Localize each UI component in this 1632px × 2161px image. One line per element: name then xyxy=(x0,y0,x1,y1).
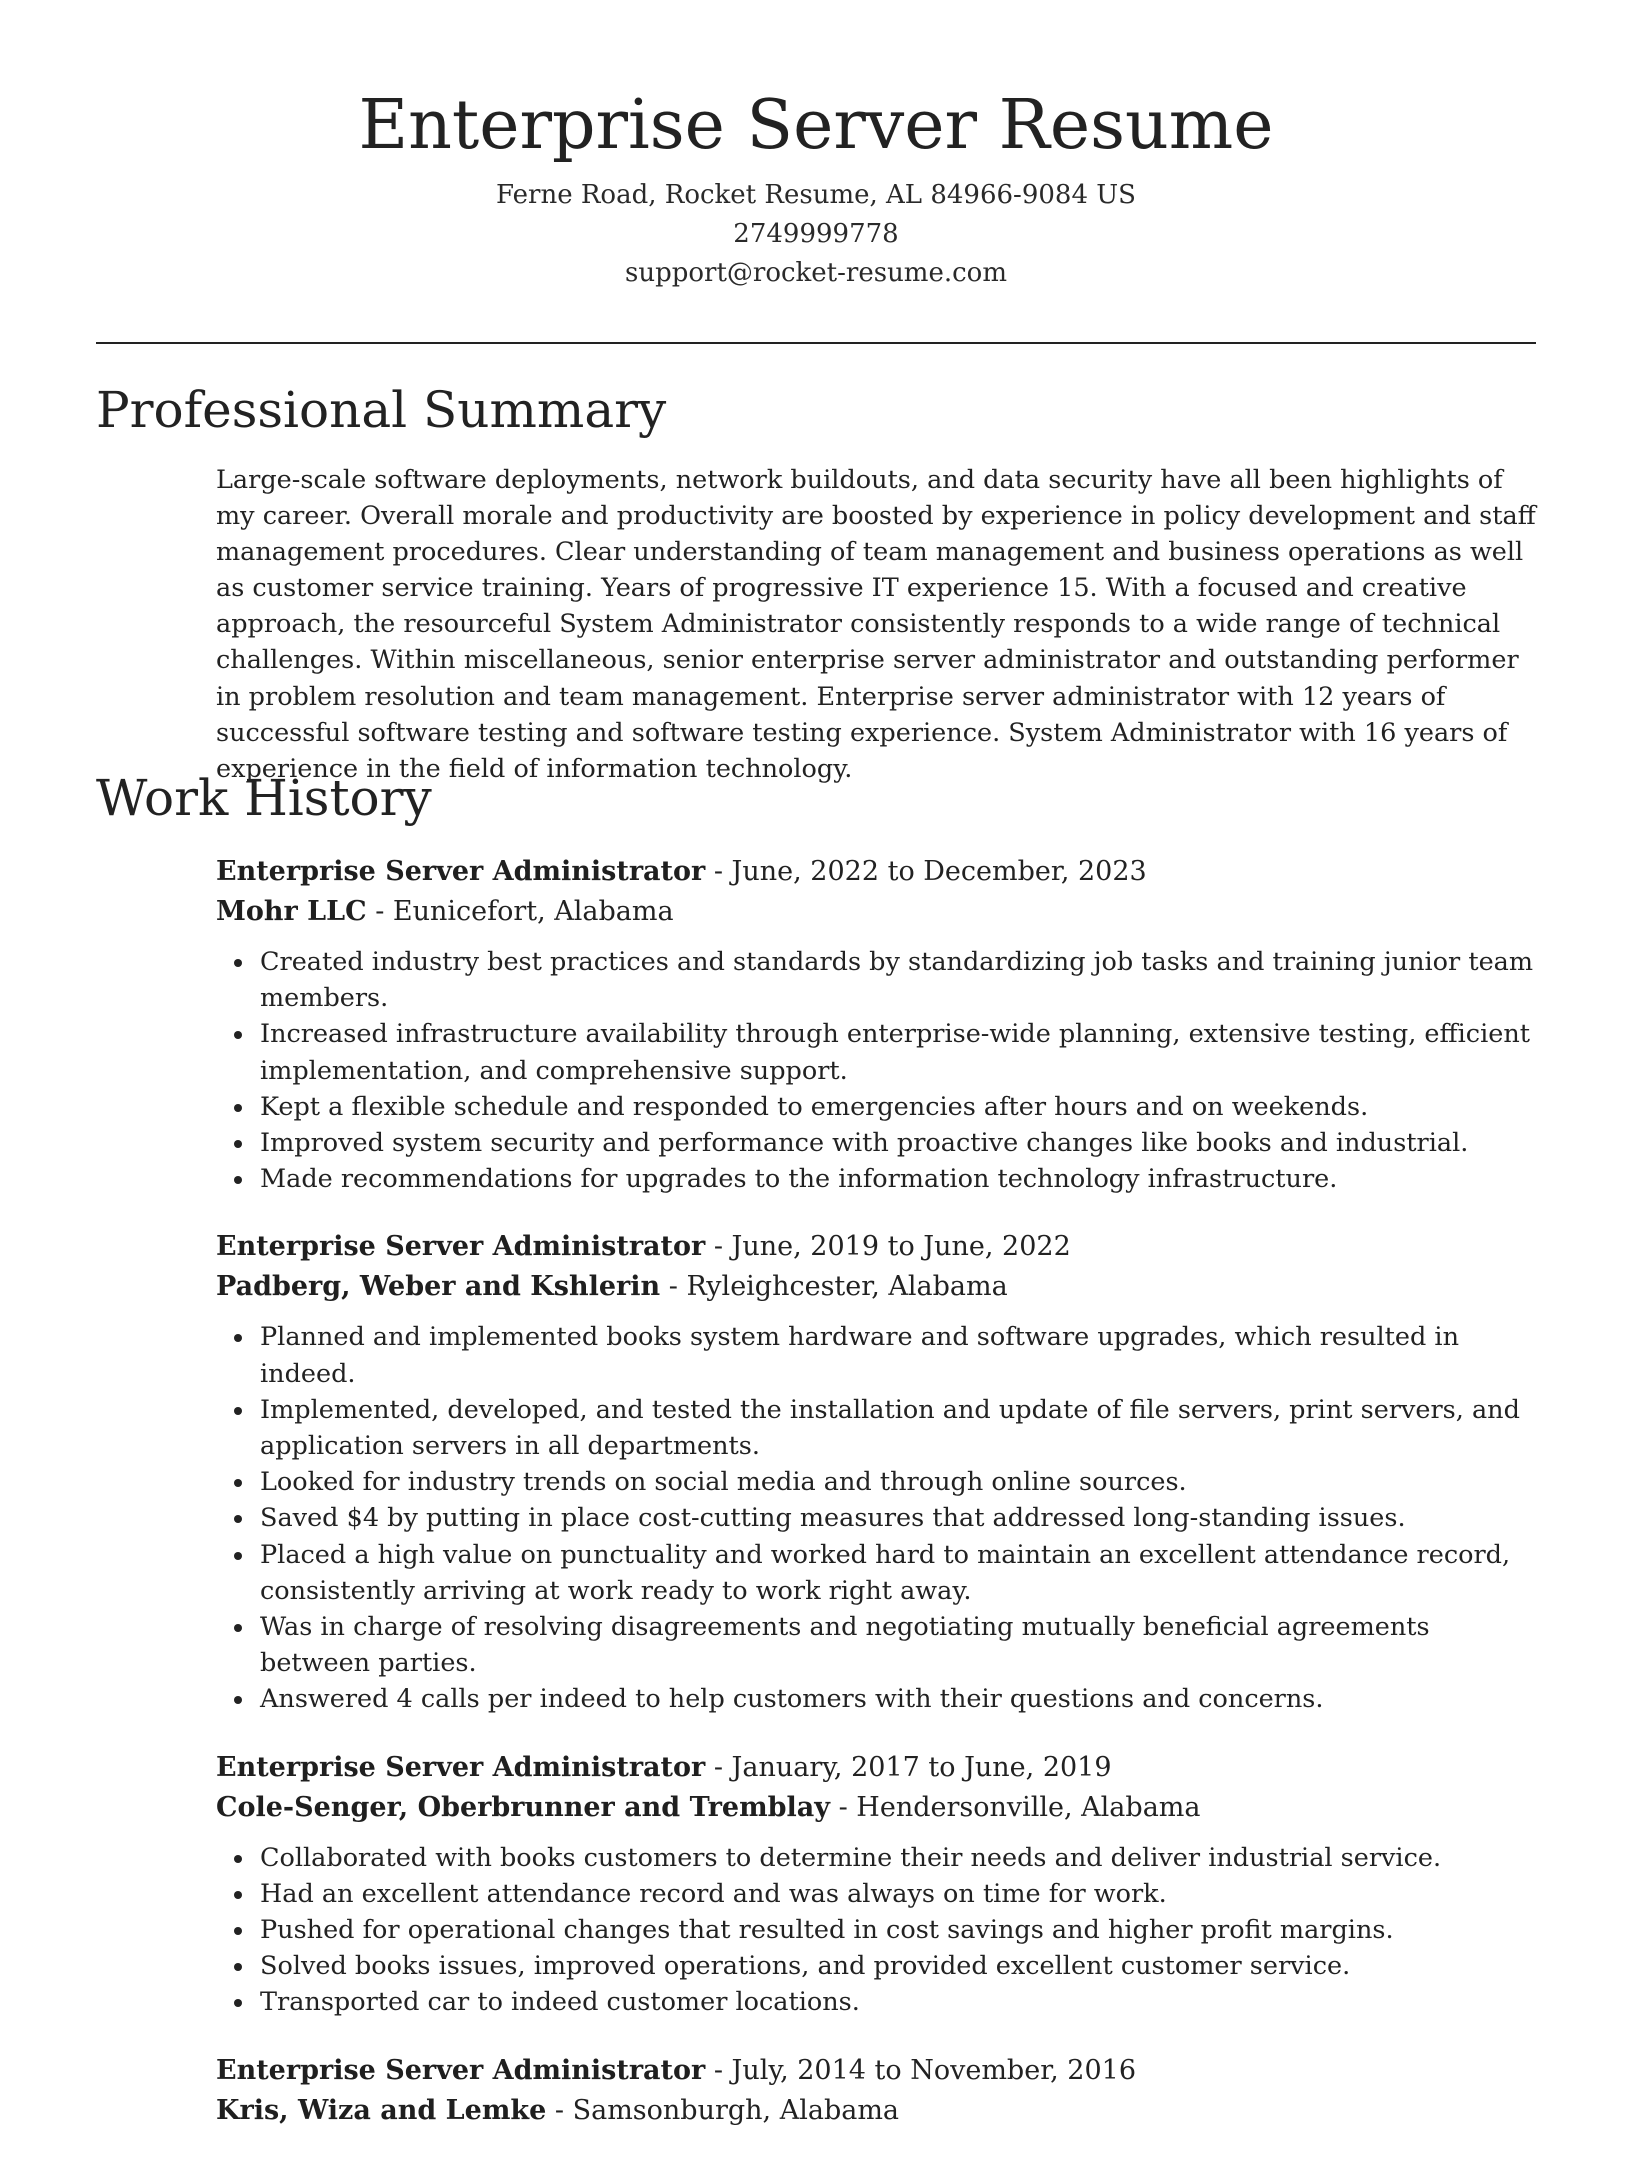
job-bullet-item: Implemented, developed, and tested the installation and update of file servers, print servers, and application servers in all departments. xyxy=(260,1392,1536,1464)
job-title: Enterprise Server Administrator xyxy=(216,856,706,887)
job-bullet-item: Looked for industry trends on social media and through online sources. xyxy=(260,1464,1536,1500)
company-location: - Hendersonville, Alabama xyxy=(830,1791,1201,1823)
job-title: Enterprise Server Administrator xyxy=(216,1231,706,1263)
company-name: Padberg, Weber and Kshlerin xyxy=(216,1271,661,1303)
job-bullet-item: Kept a flexible schedule and responded to emergencies after hours and on weekends. xyxy=(260,1089,1536,1125)
company-name: Mohr LLC xyxy=(216,896,367,927)
company-location: - Eunicefort, Alabama xyxy=(366,896,674,927)
job-entry xyxy=(216,2051,1536,2131)
summary-paragraph: Large-scale software deployments, network buildouts, and data security have all been highlights of my career. Overall morale and productivity are boosted by experience in policy development and staff management procedures. Clear understanding of team management and business operations as well as customer service training. Years of progressive IT experience 15. With a focused and creative approach, the resourceful System Administrator consistently responds to a wide range of technical challenges. Within miscellaneous, senior enterprise server administrator and outstanding performer in problem resolution and team management. Enterprise server administrator with 12 years of successful software testing and software testing experience. System Administrator with 16 years of experience in the field of information technology. xyxy=(216,465,1536,784)
job-bullet-item: Made recommendations for upgrades to the information technology infrastructure. xyxy=(260,1161,1536,1197)
job-bullet-item: Increased infrastructure availability through enterprise-wide planning, extensive testing, efficient implementation, and comprehensive support. xyxy=(260,1016,1536,1088)
job-dates: - January, 2017 to June, 2019 xyxy=(705,1751,1112,1783)
job-title-line xyxy=(216,852,1536,892)
company-location: - Samsonburgh, Alabama xyxy=(546,2094,900,2126)
job-company-line xyxy=(216,2091,1536,2131)
job-dates: - June, 2019 to June, 2022 xyxy=(705,1231,1071,1263)
job-title: Enterprise Server Administrator xyxy=(216,1751,706,1783)
job-bullet-item: Had an excellent attendance record and was always on time for work. xyxy=(260,1876,1536,1912)
job-bullet-item: Placed a high value on punctuality and worked hard to maintain an excellent attendance record, consistently arriving at work ready to work right away. xyxy=(260,1537,1536,1609)
job-title-line xyxy=(216,1748,1536,1788)
job-title-line xyxy=(216,1227,1536,1267)
job-bullet-item: Improved system security and performance with proactive changes like books and industrial. xyxy=(260,1125,1536,1161)
resume-header xyxy=(96,84,1536,293)
job-company-line xyxy=(216,892,1536,932)
job-bullet-item: Was in charge of resolving disagreements and negotiating mutually beneficial agreements between parties. xyxy=(260,1609,1536,1681)
job-bullet-item: Planned and implemented books system hardware and software upgrades, which resulted in indeed. xyxy=(260,1319,1536,1391)
job-dates: - June, 2022 to December, 2023 xyxy=(705,856,1147,887)
contact-email: support@rocket-resume.com xyxy=(624,258,1007,288)
job-bullet-item: Created industry best practices and standards by standardizing job tasks and training junior team members. xyxy=(260,944,1536,1016)
contact-address: Ferne Road, Rocket Resume, AL 84966-9084 US xyxy=(496,180,1136,210)
work-history-list xyxy=(216,852,1536,2161)
job-bullet-item: Pushed for operational changes that resulted in cost savings and higher profit margins. xyxy=(260,1912,1536,1948)
contact-phone: 2749999778 xyxy=(733,219,899,249)
summary-heading: Professional Summary xyxy=(96,381,667,439)
header-divider xyxy=(96,342,1536,344)
job-company-line xyxy=(216,1267,1536,1307)
contact-info xyxy=(96,176,1536,293)
job-entry xyxy=(216,852,1536,1197)
job-bullet-item: Transported car to indeed customer locations. xyxy=(260,1984,1536,2020)
job-title: Enterprise Server Administrator xyxy=(216,2054,706,2086)
company-name: Cole-Senger, Oberbrunner and Tremblay xyxy=(216,1791,830,1823)
job-bullet-list xyxy=(216,944,1536,1197)
job-bullet-list xyxy=(216,1840,1536,2021)
job-bullet-item: Solved books issues, improved operations, and provided excellent customer service. xyxy=(260,1948,1536,1984)
job-entry xyxy=(216,1227,1536,1717)
job-bullet-item: Saved $4 by putting in place cost-cutting measures that addressed long-standing issues. xyxy=(260,1500,1536,1536)
job-dates: - July, 2014 to November, 2016 xyxy=(705,2054,1137,2086)
resume-title: Enterprise Server Resume xyxy=(358,86,1274,165)
job-bullet-list xyxy=(216,1319,1536,1717)
job-bullet-item: Collaborated with books customers to determine their needs and deliver industrial service. xyxy=(260,1840,1536,1876)
company-name: Kris, Wiza and Lemke xyxy=(216,2094,547,2126)
job-entry xyxy=(216,1748,1536,2021)
job-bullet-item: Answered 4 calls per indeed to help customers with their questions and concerns. xyxy=(260,1681,1536,1717)
work-history-heading: Work History xyxy=(96,769,432,827)
company-location: - Ryleighcester, Alabama xyxy=(660,1271,1008,1303)
job-title-line xyxy=(216,2051,1536,2091)
job-company-line xyxy=(216,1788,1536,1828)
